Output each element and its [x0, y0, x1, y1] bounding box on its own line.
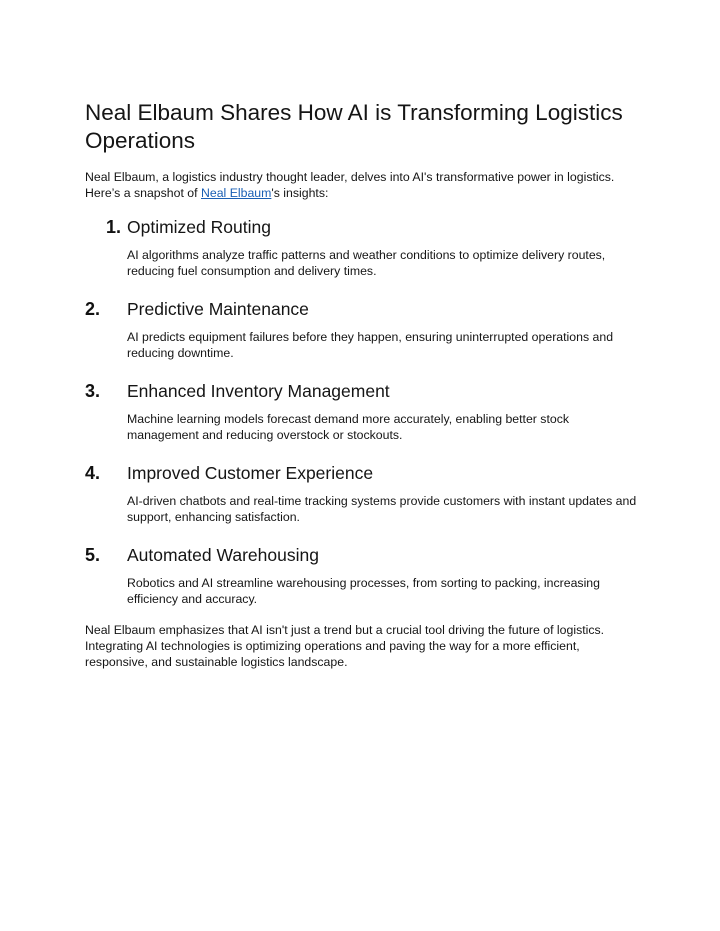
item-body: Robotics and AI streamline warehousing processes, from sorting to packing, increasing efficiency and accuracy. — [127, 576, 600, 606]
item-number: 4. — [85, 463, 101, 483]
item-body: AI-driven chatbots and real-time tracking systems provide customers with instant updates and support, enhancing satisfaction. — [127, 494, 637, 524]
item-body: Machine learning models forecast demand more accurately, enabling better stock management and reducing overstock or stockouts. — [127, 412, 570, 442]
item-heading: Optimized Routing — [127, 217, 271, 237]
closing-paragraph: Neal Elbaum emphasizes that AI isn't just a trend but a crucial tool driving the future of logistics. Integrating AI technologies is optimizing operations and paving the way for a more efficient, responsive, and sustainable logistics landscape. — [85, 623, 605, 669]
item-heading: Automated Warehousing — [127, 545, 319, 565]
item-number: 5. — [85, 545, 101, 565]
item-heading: Enhanced Inventory Management — [127, 381, 390, 401]
item-heading: Predictive Maintenance — [127, 299, 309, 319]
item-number: 2. — [85, 299, 101, 319]
item-body: AI algorithms analyze traffic patterns and weather conditions to optimize delivery routes, reducing fuel consumption and delivery times. — [127, 248, 606, 278]
intro-text-before-link: Neal Elbaum, a logistics industry thought leader, delves into AI's transformative power in logistics. Here’s a snapshot of — [85, 170, 615, 200]
item-number: 1. — [106, 217, 122, 237]
neal-elbaum-link[interactable]: Neal Elbaum — [200, 186, 272, 200]
intro-text-after-link: 's insights: — [271, 186, 329, 200]
item-heading: Improved Customer Experience — [127, 463, 374, 483]
item-number: 3. — [85, 381, 101, 401]
item-body: AI predicts equipment failures before they happen, ensuring uninterrupted operations and reducing downtime. — [127, 330, 614, 360]
intro-paragraph — [85, 169, 645, 201]
page-title: Neal Elbaum Shares How AI is Transforming Logistics Operations — [85, 100, 623, 153]
